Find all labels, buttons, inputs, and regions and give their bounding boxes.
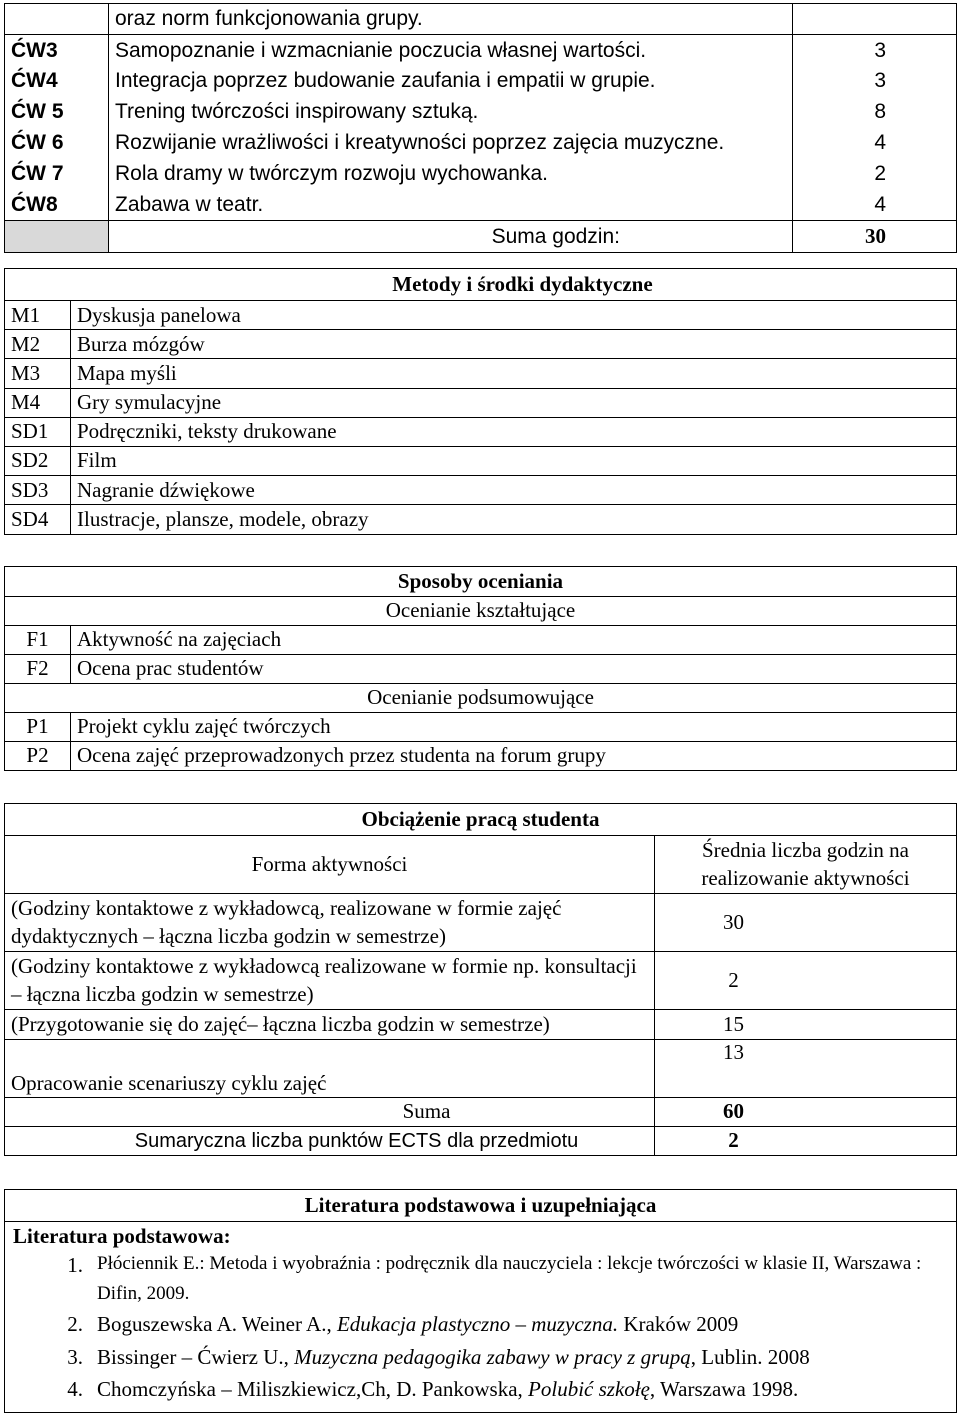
method-text: Ilustracje, plansze, modele, obrazy bbox=[71, 505, 957, 534]
summative-row bbox=[5, 742, 957, 771]
method-code: M4 bbox=[5, 388, 71, 417]
topic-hours: 3 bbox=[793, 66, 957, 97]
topic-title: Rozwijanie wrażliwości i kreatywności poprzez zajęcia muzyczne. bbox=[109, 128, 793, 159]
literature-item-number: 2. bbox=[67, 1312, 83, 1337]
ects-row bbox=[5, 1127, 957, 1156]
topic-hours: 4 bbox=[793, 190, 957, 221]
method-code: SD4 bbox=[5, 505, 71, 534]
method-row bbox=[5, 505, 957, 534]
formative-code: F2 bbox=[5, 655, 71, 684]
topic-title: Zabawa w teatr. bbox=[109, 190, 793, 221]
topic-code: ĆW 7 bbox=[5, 159, 109, 190]
topic-code: ĆW 5 bbox=[5, 97, 109, 128]
method-code: M1 bbox=[5, 301, 71, 330]
literature-title-italic: Polubić szkołę bbox=[528, 1377, 650, 1402]
method-code: SD2 bbox=[5, 446, 71, 475]
assessment-table bbox=[4, 566, 957, 771]
topic-hours bbox=[793, 4, 957, 35]
literature-item bbox=[13, 1308, 948, 1341]
activity-hours: 30 bbox=[655, 894, 957, 952]
topic-hours: 3 bbox=[793, 35, 957, 66]
method-code: SD1 bbox=[5, 417, 71, 446]
method-row bbox=[5, 330, 957, 359]
workload-row bbox=[5, 894, 957, 952]
topic-title: Trening twórczości inspirowany sztuką. bbox=[109, 97, 793, 128]
average-hours-header: Średnia liczba godzin na realizowanie aktywności bbox=[655, 836, 957, 894]
literature-item-number: 1. bbox=[67, 1253, 83, 1278]
ects-label: Sumaryczna liczba punktów ECTS dla przedmiotu bbox=[5, 1127, 655, 1156]
topic-hours: 8 bbox=[793, 97, 957, 128]
summative-code: P1 bbox=[5, 713, 71, 742]
formative-title: Ocenianie kształtujące bbox=[5, 597, 957, 626]
workload-section bbox=[4, 803, 957, 1156]
summative-text: Projekt cyklu zajęć twórczych bbox=[71, 713, 957, 742]
workload-sum-row bbox=[5, 1098, 957, 1127]
literature-title-italic: Edukacja plastyczno – muzyczna. bbox=[336, 1312, 619, 1337]
literature-authors: Boguszewska A. Weiner A., bbox=[97, 1312, 337, 1337]
assessment-title: Sposoby oceniania bbox=[5, 567, 957, 597]
sum-label: Suma godzin: bbox=[109, 221, 793, 253]
methods-table bbox=[4, 268, 957, 535]
topic-row bbox=[5, 97, 957, 128]
method-row bbox=[5, 301, 957, 330]
topic-row bbox=[5, 4, 957, 35]
literature-table bbox=[4, 1189, 957, 1413]
method-code: M3 bbox=[5, 359, 71, 388]
method-text: Podręczniki, teksty drukowane bbox=[71, 417, 957, 446]
formative-row bbox=[5, 626, 957, 655]
method-text: Gry symulacyjne bbox=[71, 388, 957, 417]
formative-code: F1 bbox=[5, 626, 71, 655]
topic-hours: 2 bbox=[793, 159, 957, 190]
activity-form: Opracowanie scenariuszy cyklu zajęć bbox=[5, 1040, 655, 1098]
ects-value: 2 bbox=[655, 1127, 957, 1156]
topic-code: ĆW 6 bbox=[5, 128, 109, 159]
method-row bbox=[5, 417, 957, 446]
literature-item-text: Płóciennik E.: Metoda i wyobraźnia : podręcznik dla nauczyciela : lekcje twórczości w klasie II, Warszawa : Difin, 2009. bbox=[97, 1253, 922, 1304]
workload-row bbox=[5, 1040, 957, 1098]
literature-publication: , Lublin. 2008 bbox=[690, 1344, 810, 1369]
topic-row bbox=[5, 66, 957, 97]
method-row bbox=[5, 359, 957, 388]
topic-title: Integracja poprzez budowanie zaufania i empatii w grupie. bbox=[109, 66, 793, 97]
topics-section bbox=[4, 3, 957, 253]
basic-literature-heading: Literatura podstawowa: bbox=[13, 1224, 231, 1248]
literature-item-text bbox=[97, 1341, 948, 1374]
topic-title: Rola dramy w twórczym rozwoju wychowanka. bbox=[109, 159, 793, 190]
summative-code: P2 bbox=[5, 742, 71, 771]
literature-authors: Bissinger – Ćwierz U., bbox=[97, 1344, 295, 1369]
topics-table bbox=[4, 3, 957, 253]
methods-section bbox=[4, 268, 957, 535]
literature-item bbox=[13, 1249, 948, 1308]
literature-body bbox=[5, 1222, 957, 1413]
summative-title-row bbox=[5, 684, 957, 713]
workload-table bbox=[4, 803, 957, 1156]
topic-code bbox=[5, 4, 109, 35]
method-row bbox=[5, 446, 957, 475]
activity-form: (Przygotowanie się do zajęć– łączna liczba godzin w semestrze) bbox=[5, 1010, 655, 1040]
summative-text: Ocena zajęć przeprowadzonych przez studenta na forum grupy bbox=[71, 742, 957, 771]
activity-hours: 2 bbox=[655, 952, 957, 1010]
summative-row bbox=[5, 713, 957, 742]
activity-form: (Godziny kontaktowe z wykładowcą realizowane w formie np. konsultacji – łączna liczba godzin w semestrze) bbox=[5, 952, 655, 1010]
workload-sum-label: Suma bbox=[5, 1098, 655, 1127]
topic-code: ĆW3 bbox=[5, 35, 109, 66]
literature-title: Literatura podstawowa i uzupełniająca bbox=[5, 1190, 957, 1222]
empty-cell bbox=[5, 221, 109, 253]
sum-value: 30 bbox=[793, 221, 957, 253]
topic-row bbox=[5, 128, 957, 159]
workload-row bbox=[5, 1010, 957, 1040]
topic-code: ĆW8 bbox=[5, 190, 109, 221]
method-row bbox=[5, 476, 957, 505]
method-text: Burza mózgów bbox=[71, 330, 957, 359]
literature-publication: Kraków 2009 bbox=[618, 1312, 739, 1337]
literature-title-italic: Muzyczna pedagogika zabawy w pracy z grupą bbox=[294, 1344, 691, 1369]
formative-text: Ocena prac studentów bbox=[71, 655, 957, 684]
literature-item-text bbox=[97, 1373, 948, 1406]
topic-title: Samopoznanie i wzmacnianie poczucia własnej wartości. bbox=[109, 35, 793, 66]
activity-hours: 15 bbox=[655, 1010, 957, 1040]
method-code: SD3 bbox=[5, 476, 71, 505]
literature-publication: , Warszawa 1998. bbox=[649, 1377, 799, 1402]
literature-authors: Chomczyńska – Miliszkiewicz,Ch, D. Pankowska, bbox=[97, 1377, 529, 1402]
method-text: Nagranie dźwiękowe bbox=[71, 476, 957, 505]
method-text: Dyskusja panelowa bbox=[71, 301, 957, 330]
topics-sum-row bbox=[5, 221, 957, 253]
assessment-section bbox=[4, 566, 957, 771]
topic-title: oraz norm funkcjonowania grupy. bbox=[109, 4, 793, 35]
formative-text: Aktywność na zajęciach bbox=[71, 626, 957, 655]
method-text: Film bbox=[71, 446, 957, 475]
activity-form-header: Forma aktywności bbox=[5, 836, 655, 894]
workload-sum-value: 60 bbox=[655, 1098, 957, 1127]
literature-section bbox=[4, 1189, 957, 1413]
literature-item-number: 3. bbox=[67, 1344, 83, 1369]
workload-row bbox=[5, 952, 957, 1010]
method-code: M2 bbox=[5, 330, 71, 359]
topic-code: ĆW4 bbox=[5, 66, 109, 97]
activity-form: (Godziny kontaktowe z wykładowcą, realizowane w formie zajęć dydaktycznych – łączna liczba godzin w semestrze) bbox=[5, 894, 655, 952]
topic-row bbox=[5, 190, 957, 221]
literature-item bbox=[13, 1373, 948, 1406]
literature-item bbox=[13, 1341, 948, 1374]
topic-hours: 4 bbox=[793, 128, 957, 159]
summative-title: Ocenianie podsumowujące bbox=[5, 684, 957, 713]
literature-item-text bbox=[97, 1308, 948, 1341]
methods-title: Metody i środki dydaktyczne bbox=[5, 269, 957, 301]
topic-row bbox=[5, 159, 957, 190]
method-text: Mapa myśli bbox=[71, 359, 957, 388]
formative-row bbox=[5, 655, 957, 684]
method-row bbox=[5, 388, 957, 417]
topic-row bbox=[5, 35, 957, 66]
workload-title: Obciążenie pracą studenta bbox=[5, 804, 957, 836]
activity-hours: 13 bbox=[655, 1040, 957, 1098]
literature-item-number: 4. bbox=[67, 1377, 83, 1402]
